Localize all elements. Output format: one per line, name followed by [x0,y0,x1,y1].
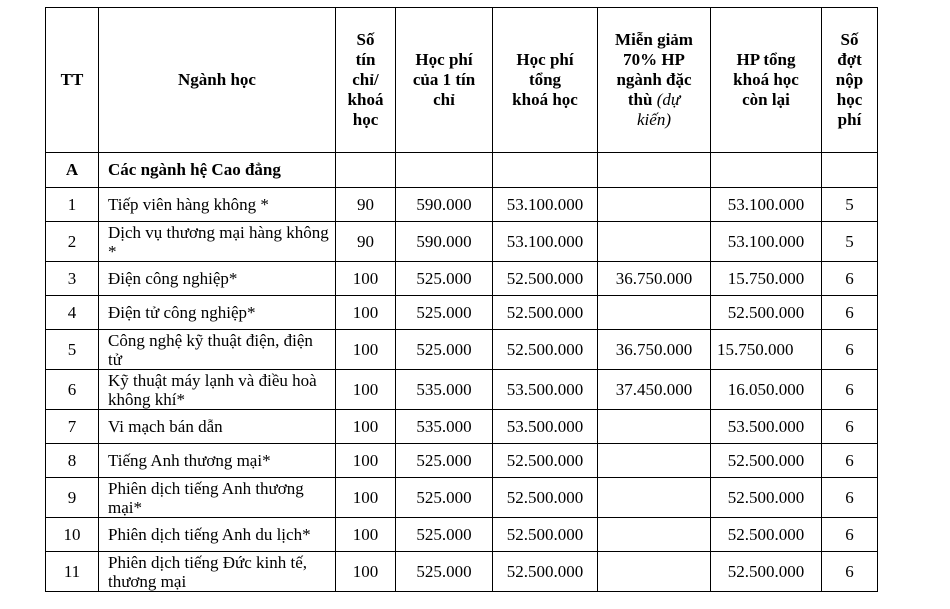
cell-major: Công nghệ kỹ thuật điện, điện tử [99,330,336,370]
empty-cell [493,153,598,188]
header-installments-line: học [836,90,863,109]
cell-fee-per-credit: 525.000 [396,444,493,478]
cell-discount [598,188,711,222]
header-discount-line: ngành đặc [616,70,692,89]
cell-tt: 10 [46,518,99,552]
cell-discount [598,410,711,444]
table-row [46,262,878,296]
empty-cell [598,153,711,188]
cell-remaining: 53.500.000 [711,410,822,444]
cell-major: Tiếp viên hàng không * [99,188,336,222]
cell-installments: 5 [822,222,878,262]
cell-fee-per-credit: 525.000 [396,478,493,518]
cell-installments: 6 [822,262,878,296]
table-row [46,222,878,262]
cell-discount [598,552,711,592]
header-major: Ngành học [99,8,336,153]
cell-credits: 100 [336,444,396,478]
cell-discount: 37.450.000 [598,370,711,410]
header-discount-note: (dự [656,90,681,109]
cell-credits: 100 [336,478,396,518]
cell-tt: 2 [46,222,99,262]
header-credits-line: học [352,110,379,129]
cell-installments: 6 [822,518,878,552]
cell-fee-per-credit: 590.000 [396,188,493,222]
empty-cell [396,153,493,188]
cell-major: Dịch vụ thương mại hàng không * [99,222,336,262]
header-total-fee [493,8,598,153]
cell-installments: 6 [822,410,878,444]
section-title: Các ngành hệ Cao đẳng [99,153,336,188]
header-credits-line: chỉ/ [352,70,379,89]
section-tt: A [46,153,99,188]
header-discount-line: Miễn giảm [615,30,693,49]
header-credits-line: khoá [347,90,384,109]
cell-remaining: 15.750.000 [711,262,822,296]
cell-credits: 90 [336,222,396,262]
header-fee-per-credit-line: Học phí [415,50,473,69]
header-credits-line: Số [356,30,375,49]
header-credits [336,8,396,153]
header-discount-note: kiến) [637,110,671,129]
header-fee-per-credit [396,8,493,153]
cell-fee-per-credit: 525.000 [396,330,493,370]
table-row [46,330,878,370]
cell-tt: 9 [46,478,99,518]
cell-fee-per-credit: 590.000 [396,222,493,262]
empty-cell [711,153,822,188]
cell-remaining: 53.100.000 [711,188,822,222]
cell-major: Tiếng Anh thương mại* [99,444,336,478]
cell-discount [598,478,711,518]
header-remaining-line: HP tổng [736,50,796,69]
header-total-fee-line: Học phí [516,50,574,69]
table-row [46,188,878,222]
cell-fee-per-credit: 525.000 [396,262,493,296]
cell-discount [598,444,711,478]
cell-total-fee: 52.500.000 [493,296,598,330]
cell-credits: 90 [336,188,396,222]
cell-installments: 6 [822,444,878,478]
header-row [46,8,878,153]
header-installments-line: nộp [835,70,864,89]
table-row [46,410,878,444]
header-installments-line: đợt [837,50,862,69]
header-total-fee-line: khoá học [512,90,578,109]
cell-major: Điện tử công nghiệp* [99,296,336,330]
table-row [46,444,878,478]
cell-discount [598,296,711,330]
cell-credits: 100 [336,518,396,552]
header-installments-line: Số [840,30,859,49]
header-total-fee-line: tổng [528,70,562,89]
cell-credits: 100 [336,370,396,410]
cell-discount [598,518,711,552]
tuition-fee-table [45,7,878,592]
header-discount [598,8,711,153]
cell-discount: 36.750.000 [598,330,711,370]
cell-total-fee: 52.500.000 [493,518,598,552]
cell-tt: 8 [46,444,99,478]
cell-discount [598,222,711,262]
header-remaining-line: còn lại [742,90,790,109]
cell-remaining: 52.500.000 [711,444,822,478]
cell-total-fee: 52.500.000 [493,552,598,592]
cell-remaining: 16.050.000 [711,370,822,410]
header-installments [822,8,878,153]
cell-total-fee: 52.500.000 [493,444,598,478]
cell-credits: 100 [336,296,396,330]
cell-tt: 6 [46,370,99,410]
table-row [46,478,878,518]
cell-installments: 6 [822,552,878,592]
cell-installments: 5 [822,188,878,222]
header-remaining-line: khoá học [733,70,799,89]
header-installments-line: phí [837,110,862,129]
cell-fee-per-credit: 535.000 [396,370,493,410]
header-fee-per-credit-line: của 1 tín [412,70,476,89]
table-row [46,370,878,410]
cell-installments: 6 [822,296,878,330]
header-fee-per-credit-line: chỉ [433,90,455,109]
cell-tt: 11 [46,552,99,592]
cell-tt: 7 [46,410,99,444]
cell-total-fee: 53.500.000 [493,410,598,444]
cell-total-fee: 52.500.000 [493,262,598,296]
table-row [46,296,878,330]
cell-installments: 6 [822,370,878,410]
cell-credits: 100 [336,410,396,444]
cell-major: Điện công nghiệp* [99,262,336,296]
empty-cell [822,153,878,188]
cell-tt: 3 [46,262,99,296]
cell-tt: 5 [46,330,99,370]
cell-major: Phiên dịch tiếng Anh thương mại* [99,478,336,518]
cell-remaining: 52.500.000 [711,518,822,552]
cell-major: Vi mạch bán dẫn [99,410,336,444]
cell-fee-per-credit: 525.000 [396,518,493,552]
cell-remaining: 53.100.000 [711,222,822,262]
cell-major: Phiên dịch tiếng Anh du lịch* [99,518,336,552]
cell-remaining: 52.500.000 [711,552,822,592]
cell-remaining: 52.500.000 [711,296,822,330]
cell-total-fee: 53.500.000 [493,370,598,410]
cell-fee-per-credit: 535.000 [396,410,493,444]
cell-installments: 6 [822,330,878,370]
cell-remaining: 15.750.000 [711,330,822,370]
cell-total-fee: 53.100.000 [493,188,598,222]
cell-major: Kỹ thuật máy lạnh và điều hoà không khí* [99,370,336,410]
header-credits-line: tín [355,50,376,69]
cell-credits: 100 [336,262,396,296]
cell-total-fee: 52.500.000 [493,478,598,518]
header-discount-line: 70% HP [623,50,685,69]
section-row [46,153,878,188]
cell-major: Phiên dịch tiếng Đức kinh tế, thương mại [99,552,336,592]
header-remaining [711,8,822,153]
cell-discount: 36.750.000 [598,262,711,296]
cell-total-fee: 52.500.000 [493,330,598,370]
cell-total-fee: 53.100.000 [493,222,598,262]
table-row [46,552,878,592]
header-discount-line: thù [627,90,657,109]
cell-remaining: 52.500.000 [711,478,822,518]
table-row [46,518,878,552]
cell-credits: 100 [336,552,396,592]
cell-tt: 1 [46,188,99,222]
cell-credits: 100 [336,330,396,370]
cell-installments: 6 [822,478,878,518]
header-tt: TT [46,8,99,153]
cell-fee-per-credit: 525.000 [396,552,493,592]
empty-cell [336,153,396,188]
cell-fee-per-credit: 525.000 [396,296,493,330]
cell-tt: 4 [46,296,99,330]
